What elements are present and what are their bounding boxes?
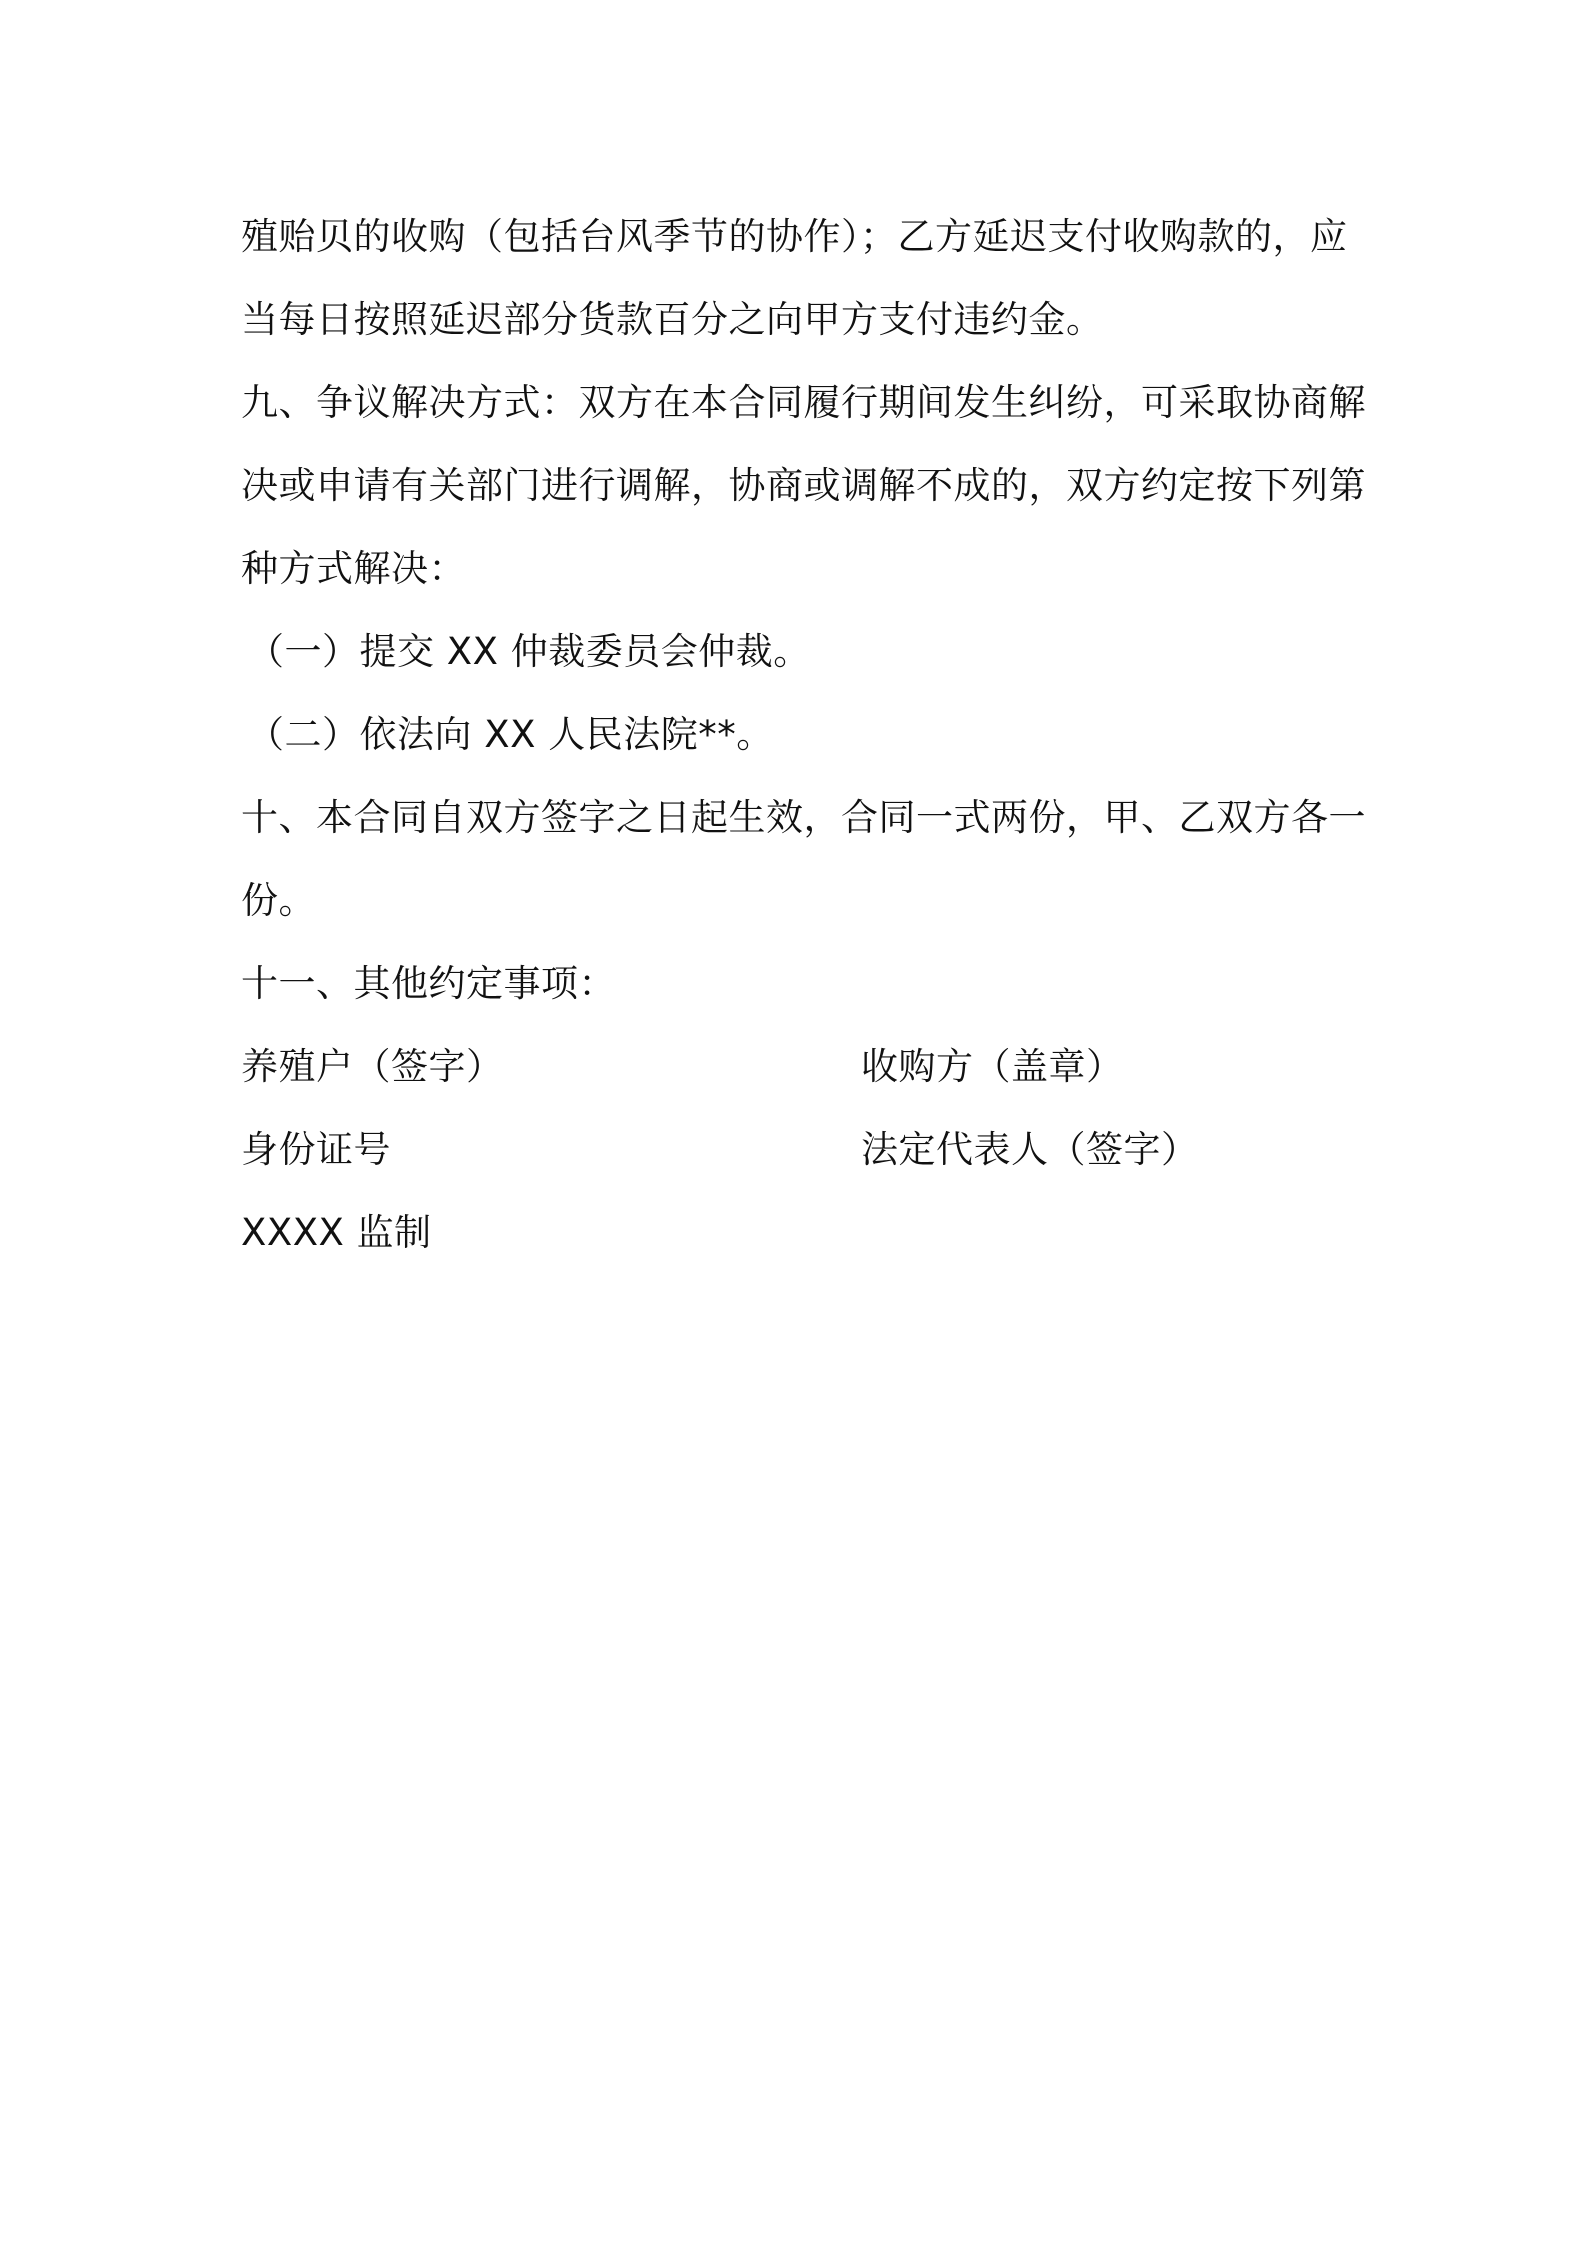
paragraph-line: 当每日按照延迟部分货款百分之向甲方支付违约金。 bbox=[241, 298, 1104, 341]
id-number-label: 身份证号 bbox=[241, 1128, 391, 1171]
paragraph-line: 殖贻贝的收购（包括台风季节的协作）；乙方延迟支付收购款的，应 bbox=[241, 215, 1348, 258]
supervisor-label: XXXX 监制 bbox=[241, 1211, 432, 1254]
paragraph-line: 份。 bbox=[241, 879, 316, 922]
clause-eleven-line: 十一、其他约定事项： bbox=[241, 962, 616, 1005]
paragraph-line: 决或申请有关部门进行调解，协商或调解不成的，双方约定按下列第 bbox=[241, 464, 1366, 507]
option-two-line: （二）依法向 XX 人民法院**。 bbox=[247, 713, 774, 756]
signature-row-2 bbox=[241, 1108, 1351, 1191]
option-one-line: （一）提交 XX 仲裁委员会仲裁。 bbox=[247, 630, 811, 673]
buyer-seal-label: 收购方（盖章） bbox=[861, 1045, 1124, 1088]
clause-nine-line: 九、争议解决方式：双方在本合同履行期间发生纠纷，可采取协商解 bbox=[241, 381, 1366, 424]
signature-row-1 bbox=[241, 1025, 1351, 1108]
paragraph-line: 种方式解决： bbox=[241, 547, 466, 590]
contract-body bbox=[241, 195, 1366, 1274]
legal-rep-signature-label: 法定代表人（签字） bbox=[861, 1128, 1199, 1171]
farmer-signature-label: 养殖户（签字） bbox=[241, 1045, 504, 1088]
clause-ten-line: 十、本合同自双方签字之日起生效，合同一式两份，甲、乙双方各一 bbox=[241, 796, 1366, 839]
